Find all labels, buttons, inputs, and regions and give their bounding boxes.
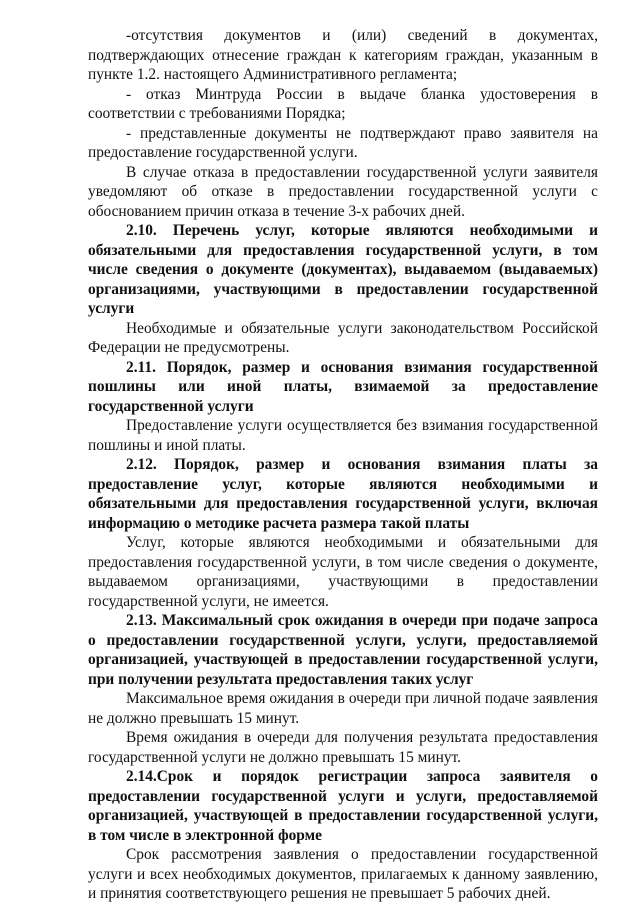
paragraph-no-services: Услуг, которые являются необходимыми и обязательными для предоставления государственной услуги, в том числе сведения о документе, выдаваемом организациями, участвующими в предоставлении государственной услуги, не имеется. [88, 534, 598, 610]
section-heading-2-11: 2.11. Порядок, размер и основания взимания государственной пошлины или иной платы, взимаемой за предоставление государственной услуги [88, 358, 598, 415]
paragraph-documents-not-confirm: - представленные документы не подтверждают право заявителя на предоставление государственной услуги. [88, 124, 598, 161]
paragraph-max-wait-submission: Максимальное время ожидания в очереди при личной подаче заявления не должно превышать 15 минут. [88, 690, 598, 727]
section-heading-2-12: 2.12. Порядок, размер и основания взимания платы за предоставление услуг, которые являются необходимыми и обязательными для предоставления государственной услуги, включая информацию о методике расчета размера такой платы [88, 456, 598, 532]
paragraph-max-wait-result: Время ожидания в очереди для получения результата предоставления государственной услуги не должно превышать 15 минут. [88, 729, 598, 766]
section-heading-2-14: 2.14.Срок и порядок регистрации запроса заявителя о предоставлении государственной услуги и услуги, предоставляемой организацией, участвующей в предоставлении государственной услуги, в том числе в электронной форме [88, 768, 598, 844]
paragraph-review-term: Срок рассмотрения заявления о предоставлении государственной услуги и всех необходимых документов, прилагаемых к данному заявлению, и принятия соответствующего решения не превышает 5 рабочих дней. [88, 846, 598, 902]
paragraph-refusal-mintrud: - отказ Минтруда России в выдаче бланка удостоверения в соответствии с требованиями Порядка; [88, 85, 598, 122]
paragraph-refusal-notification: В случае отказа в предоставлении государственной услуги заявителя уведомляют об отказе в предоставлении государственной услуги с обоснованием причин отказа в течение 3-х рабочих дней. [88, 163, 598, 220]
paragraph-required-services: Необходимые и обязательные услуги законодательством Российской Федерации не предусмотрены. [88, 319, 598, 356]
document-page [88, 26, 598, 904]
paragraph-missing-documents: -отсутствия документов и (или) сведений в документах, подтверждающих отнесение граждан к категориям граждан, указанным в пункте 1.2. настоящего Административного регламента; [88, 27, 598, 83]
section-heading-2-13: 2.13. Максимальный срок ожидания в очереди при подаче запроса о предоставлении государственной услуги, услуги, предоставляемой организацией, участвующей в предоставлении государственной услуги, при получении результата предоставления таких услуг [88, 612, 598, 688]
paragraph-no-fee: Предоставление услуги осуществляется без взимания государственной пошлины и иной платы. [88, 417, 598, 454]
section-heading-2-10: 2.10. Перечень услуг, которые являются необходимыми и обязательными для предоставления государственной услуги, в том числе сведения о документе (документах), выдаваемом (выдаваемых) организациями, участвующими в предоставлении государственной услуги [88, 222, 598, 317]
